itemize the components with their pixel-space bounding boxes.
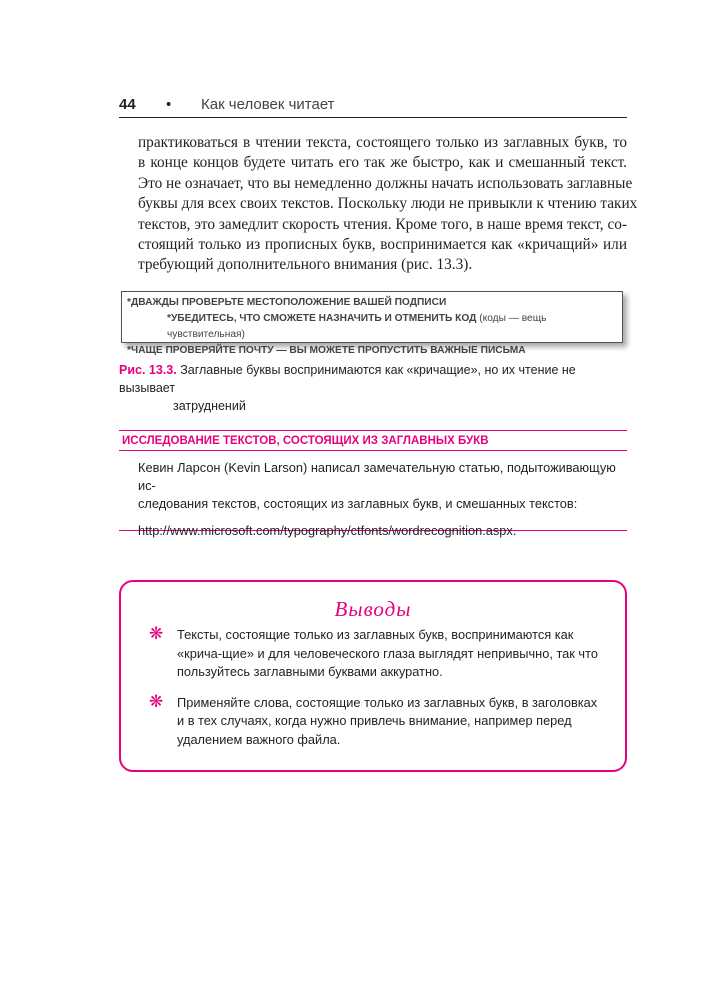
sidebar-line: Кевин Ларсон (Kevin Larson) написал замечательную статью, подытоживающую ис- [138, 460, 616, 493]
figure-line-note: (коды — вещь чувствительная) [167, 313, 547, 340]
conclusion-text: Тексты, состоящие только из заглавных букв, воспринимаются как «крича-щие» и для человеческого глаза выглядят непривычно, так что пользуйтесь заглавными буквами аккуратно. [177, 627, 598, 679]
figure-line: *ДВАЖДЫ ПРОВЕРЬТЕ МЕСТОПОЛОЖЕНИЕ ВАШЕЙ ПОДПИСИ [127, 297, 447, 308]
sidebar-url[interactable]: http://www.microsoft.com/typography/ctfonts/wordrecognition.aspx. [138, 523, 517, 538]
text-line: требующий дополнительного внимания (рис. 13.3). [138, 256, 473, 274]
caption-text-cont: затруднений [173, 399, 246, 413]
figure-caption [119, 361, 629, 415]
sidebar-line: следования текстов, состоящих из заглавных букв, и смешанных текстов: [138, 496, 578, 511]
page-number: 44 [119, 96, 136, 113]
text-line: практиковаться в чтении текста, состоящего только из заглавных букв, то [138, 134, 627, 151]
caption-label: Рис. 13.3. [119, 363, 177, 377]
text-line: в конце концов будете читать его так же быстро, как и смешанный текст. [138, 154, 627, 172]
conclusions-box [119, 580, 627, 772]
caption-text: Заглавные буквы воспринимаются как «кричащие», но их чтение не вызывает [119, 363, 576, 395]
header-bullet: • [166, 96, 172, 113]
conclusion-item [121, 626, 625, 682]
asterisk-bullet-icon: ❋ [149, 691, 164, 711]
figure-13-3 [121, 291, 623, 356]
asterisk-bullet-icon: ❋ [149, 624, 164, 643]
figure-line-text: *УБЕДИТЕСЬ, ЧТО СМОЖЕТЕ НАЗНАЧИТЬ И ОТМЕНИТЬ КОД [167, 313, 477, 324]
research-sidebar [119, 430, 627, 538]
text-line: Это не означает, что вы немедленно должны начать использовать заглавные [138, 174, 633, 192]
sidebar-text [119, 459, 627, 513]
figure-line: *ЧАЩЕ ПРОВЕРЯЙТЕ ПОЧТУ — ВЫ МОЖЕТЕ ПРОПУСТИТЬ ВАЖНЫЕ ПИСЬМА [127, 345, 526, 356]
text-line: буквы для всех своих текстов. Поскольку люди не привыкли к чтению таких [138, 195, 638, 213]
text-line: текстов, это замедлит скорость чтения. Кроме того, в наше время текст, со- [138, 215, 627, 233]
conclusion-text: Применяйте слова, состоящие только из заглавных букв, в заголовках и в тех случаях, когда нужно привлечь внимание, например перед удалением важного файла. [177, 694, 598, 747]
conclusion-item [121, 691, 625, 750]
chapter-title: Как человек читает [201, 96, 335, 113]
conclusions-title: Выводы [334, 597, 412, 621]
sidebar-heading: ИССЛЕДОВАНИЕ ТЕКСТОВ, СОСТОЯЩИХ ИЗ ЗАГЛАВНЫХ БУКВ [119, 431, 627, 451]
text-line: стоящий только из прописных букв, воспринимается как «кричащий» или [138, 236, 627, 254]
body-paragraph [138, 133, 638, 276]
running-header [119, 94, 627, 118]
figure-line [127, 311, 617, 343]
